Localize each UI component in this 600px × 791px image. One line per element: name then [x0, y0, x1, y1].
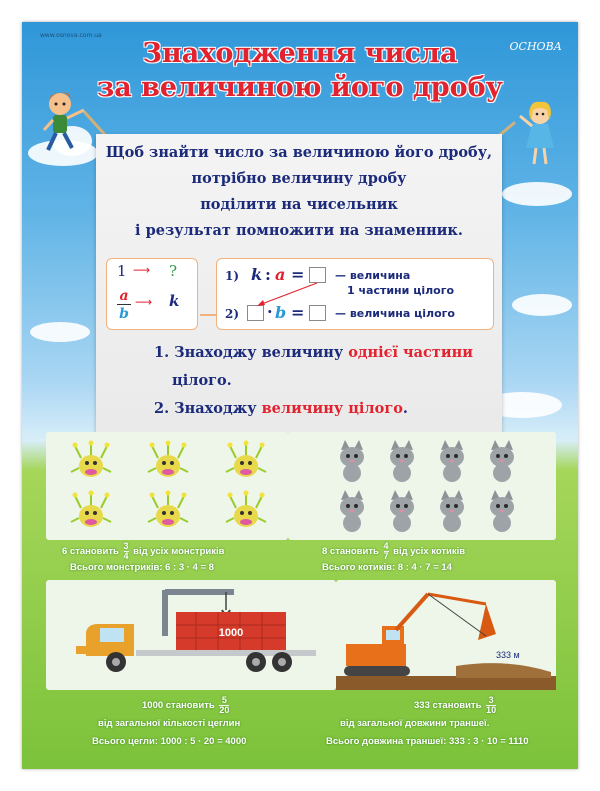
row2-equals: = — [291, 303, 305, 322]
cats-illustration — [288, 432, 556, 540]
bricks-total: Всього цегли: 1000 : 5 · 20 = 4000 — [92, 736, 247, 747]
step-2-text: 2. Знаходжу — [154, 400, 262, 417]
bricks-frac-num: 5 — [219, 696, 229, 706]
monsters-frac-den: 4 — [123, 551, 129, 561]
row2-dot: · — [267, 302, 273, 321]
bricks-fraction — [219, 696, 229, 715]
row1-equals: = — [291, 265, 305, 284]
cats-text-b: від усіх котиків — [393, 546, 466, 558]
row1-k: k — [251, 265, 263, 284]
bricks-text-a: 1000 становить — [142, 700, 215, 712]
cats-fraction — [384, 542, 389, 561]
site-url: www.osnova.com.ua — [40, 32, 102, 39]
rule-line-2: потрібно величину дробу — [191, 170, 407, 187]
trench-fraction — [486, 696, 496, 715]
page-title-line2: за величиною його дробу — [97, 72, 503, 103]
cats-total: Всього котиків: 8 : 4 · 7 = 14 — [322, 562, 452, 573]
row2-text: — величина цілого — [335, 307, 455, 320]
cloud — [30, 322, 90, 342]
row1-colon: : — [265, 265, 271, 284]
trench-frac-den: 10 — [486, 705, 497, 715]
trench-caption — [414, 696, 498, 715]
trench-text-a: 333 становить — [414, 700, 482, 712]
cloud — [512, 294, 572, 316]
step-2-end: . — [402, 400, 408, 417]
truck-illustration — [46, 580, 336, 690]
trench-text-b: від загальної довжини траншеї. — [340, 718, 490, 729]
scheme-left-box — [106, 258, 198, 330]
row1-text-a: — величина — [335, 269, 411, 282]
brand-logo: ОСНОВА — [509, 40, 562, 53]
row2-b: b — [275, 303, 287, 322]
step-2 — [154, 400, 408, 417]
row2-number: 2) — [225, 307, 240, 321]
excavator-illustration — [336, 580, 556, 690]
step-1-continued: цілого. — [172, 372, 232, 389]
cats-caption — [322, 542, 465, 561]
monsters-total: Всього монстриків: 6 : 3 · 4 = 8 — [70, 562, 214, 573]
monsters-fraction — [124, 542, 129, 561]
bricks-label: 1000 — [218, 627, 244, 639]
arrow-right-icon: ⟶ — [133, 263, 151, 277]
trench-panel — [336, 580, 556, 690]
cats-panel — [288, 432, 556, 540]
bricks-text-b: від загальної кількості цеглин — [98, 718, 241, 729]
boy-illustration — [36, 84, 96, 164]
scheme-k: k — [169, 292, 180, 310]
cats-text-a: 8 становить — [322, 546, 379, 558]
trench-label: 333 м — [496, 650, 520, 660]
rule-banner — [96, 134, 502, 456]
step-1-highlight: однієї частини — [348, 344, 473, 361]
rule-line-1: Щоб знайти число за величиною його дробу, — [105, 144, 493, 161]
scheme-frac-den: b — [119, 306, 129, 322]
scheme-question: ? — [169, 262, 178, 280]
poster — [22, 22, 578, 769]
bricks-frac-den: 20 — [219, 705, 230, 715]
monsters-text-b: від усіх монстриків — [133, 546, 225, 558]
row1-text-b: 1 частини цілого — [347, 284, 455, 297]
step-1-text: 1. Знаходжу величину — [154, 344, 349, 361]
step-1 — [154, 344, 473, 361]
row1-a: a — [275, 265, 286, 284]
rule-line-3: поділити на чисельник — [200, 196, 398, 213]
step-2-highlight: величину цілого — [261, 400, 403, 417]
bricks-panel — [46, 580, 336, 690]
cats-frac-den: 7 — [383, 551, 389, 561]
scheme-one: 1 — [117, 262, 127, 280]
monsters-frac-num: 3 — [123, 541, 129, 551]
connector-line — [200, 314, 216, 316]
trench-total: Всього довжина траншеї: 333 : 3 · 10 = 1110 — [326, 736, 529, 747]
trench-frac-num: 3 — [486, 696, 496, 706]
page-title-line1: Знаходження числа — [142, 38, 458, 69]
monsters-caption — [62, 542, 224, 561]
row1-number: 1) — [225, 269, 240, 283]
bricks-caption — [142, 696, 231, 715]
monsters-illustration — [46, 432, 288, 540]
monsters-panel — [46, 432, 288, 540]
arrow-right-icon: ⟶ — [135, 295, 153, 309]
scheme-right-box — [216, 258, 494, 330]
scheme-frac-num: a — [117, 289, 131, 305]
cats-frac-num: 4 — [383, 541, 389, 551]
cloud — [502, 182, 572, 206]
girl-illustration — [516, 96, 566, 168]
transfer-arrow-icon — [253, 281, 323, 309]
rule-line-4: і результат помножити на знаменник. — [135, 222, 463, 239]
monsters-text-a: 6 становить — [62, 546, 119, 558]
